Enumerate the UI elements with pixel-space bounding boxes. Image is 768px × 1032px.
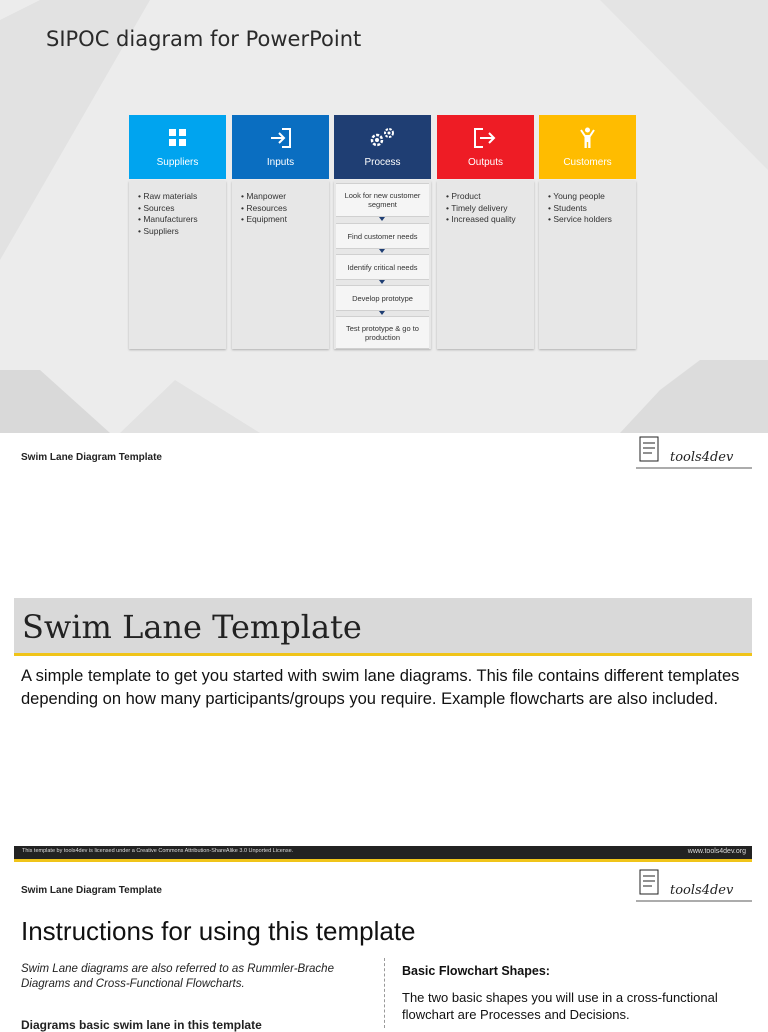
grid-icon: [129, 127, 226, 149]
intro-text: Swim Lane diagrams are also referred to as Rummler-Brache Diagrams and Cross-Functional Flowcharts.: [21, 963, 334, 990]
list-item: • Young people: [548, 191, 636, 203]
column-label: Outputs: [467, 157, 504, 168]
license-text[interactable]: This template by tools4dev is licensed under a Creative Commons Attribution-ShareAlike 3.0 Unported License.: [22, 848, 294, 854]
down-arrow-icon: [379, 280, 385, 284]
title-band: [14, 598, 752, 656]
column-header: [232, 115, 329, 179]
logo-text: tools4dev: [670, 450, 734, 465]
sipoc-slide: [0, 0, 768, 433]
process-step: Look for new customer segment: [336, 183, 429, 217]
page-title: SIPOC diagram for PowerPoint: [46, 27, 362, 51]
column-header: [437, 115, 534, 179]
process-steps: [334, 181, 431, 349]
person-icon: [539, 127, 636, 149]
footer-bar: [14, 846, 752, 862]
tools4dev-logo: [636, 868, 752, 904]
sipoc-column-inputs: [232, 115, 329, 349]
gears-icon: [334, 127, 431, 149]
list-item: • Students: [548, 203, 636, 215]
down-arrow-icon: [379, 217, 385, 221]
header-title: Swim Lane Diagram Template: [21, 452, 162, 463]
column-label: Suppliers: [156, 157, 199, 168]
slide-title: Instructions for using this template: [21, 916, 416, 946]
list-item: • Service holders: [548, 214, 636, 226]
list-item: • Manpower: [241, 191, 329, 203]
logo-text: tools4dev: [670, 883, 734, 898]
column-label: Customers: [563, 157, 612, 168]
cut-off-text: Diagrams basic swim lane in this template: [21, 1018, 262, 1032]
column-label: Inputs: [266, 157, 295, 168]
column-body: [232, 181, 329, 349]
list-item: • Manufacturers: [138, 214, 226, 226]
column-header: [539, 115, 636, 179]
process-step: Identify critical needs: [336, 254, 429, 280]
column-header: [334, 115, 431, 179]
description-text: A simple template to get you started with swim lane diagrams. This file contains different templates depending on how many participants/groups you require. Example flowcharts are also included.: [21, 667, 740, 708]
process-step: Test prototype & go to production: [336, 316, 429, 349]
list-item: • Sources: [138, 203, 226, 215]
sipoc-column-customers: [539, 115, 636, 349]
down-arrow-icon: [379, 311, 385, 315]
sign-out-icon: [437, 127, 534, 149]
list-item: • Product: [446, 191, 534, 203]
section-text: The two basic shapes you will use in a cross-functional flowchart are Processes and Decisions.: [402, 990, 718, 1022]
sipoc-column-process: [334, 115, 431, 349]
column-body: [437, 181, 534, 349]
tools4dev-logo: [636, 435, 752, 471]
sign-in-icon: [232, 127, 329, 149]
list-item: • Raw materials: [138, 191, 226, 203]
header-title: Swim Lane Diagram Template: [21, 885, 162, 896]
website-link[interactable]: www.tools4dev.org: [687, 848, 746, 855]
list-item: • Resources: [241, 203, 329, 215]
instructions-slide: [0, 866, 768, 1032]
sipoc-column-suppliers: [129, 115, 226, 349]
column-header: [129, 115, 226, 179]
slide-title: Swim Lane Template: [22, 608, 362, 646]
list-item: • Equipment: [241, 214, 329, 226]
column-label: Process: [364, 157, 401, 168]
column-body: [129, 181, 226, 349]
down-arrow-icon: [379, 249, 385, 253]
list-item: • Increased quality: [446, 214, 534, 226]
list-item: • Suppliers: [138, 226, 226, 238]
column-body: [539, 181, 636, 349]
list-item: • Timely delivery: [446, 203, 534, 215]
swim-lane-title-slide: [0, 433, 768, 863]
sipoc-column-outputs: [437, 115, 534, 349]
column-divider: [384, 958, 385, 1028]
section-heading: Basic Flowchart Shapes:: [402, 964, 550, 978]
process-step: Find customer needs: [336, 223, 429, 249]
process-step: Develop prototype: [336, 285, 429, 311]
